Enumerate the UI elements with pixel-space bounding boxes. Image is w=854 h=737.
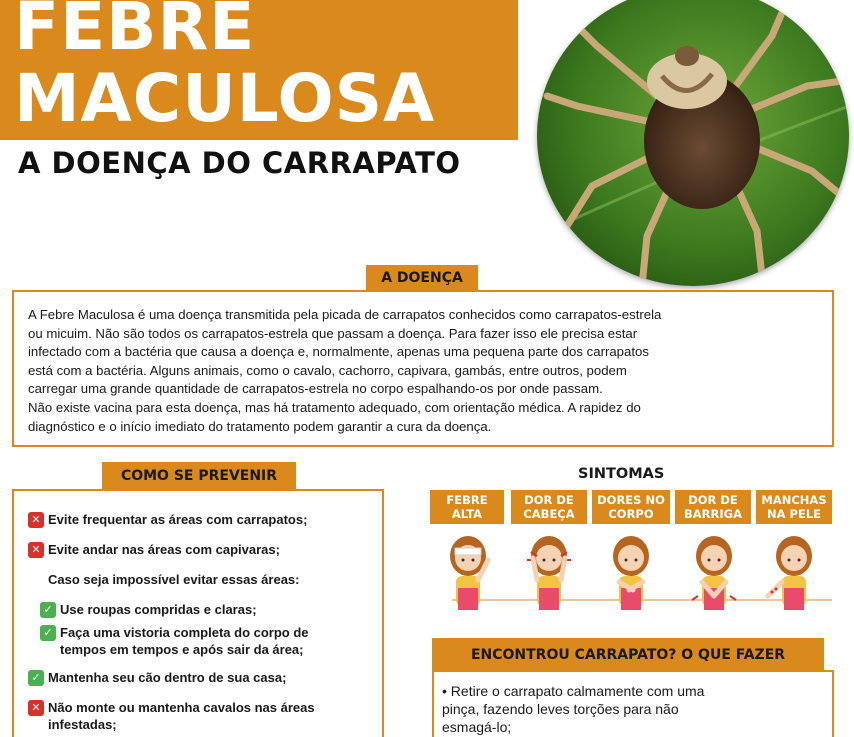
x-icon: ✕ — [28, 542, 44, 558]
doenca-line: A Febre Maculosa é uma doença transmitida pela picada de carrapatos conhecidos como carrapatos-estrela — [28, 307, 662, 322]
sintoma-label — [675, 490, 751, 524]
doenca-line: está com a bactéria. Alguns animais, como o cavalo, cachorro, capivara, gambás, entre outros, podem — [28, 362, 627, 378]
prevenir-item — [28, 511, 307, 528]
prevenir-item — [28, 541, 280, 558]
doenca-line: infectado com a bactéria que causa a doença e, normalmente, apenas uma pequena parte dos carrapatos — [28, 344, 649, 360]
doenca-box — [12, 290, 834, 447]
encontrou-text — [442, 682, 820, 736]
title-line-2: MACULOSA — [14, 60, 436, 137]
sintoma-label-line: MANCHAS — [761, 493, 827, 507]
check-icon: ✓ — [40, 625, 56, 641]
title-band — [0, 0, 518, 140]
girl-headache-illustration — [519, 530, 579, 622]
prevenir-item — [48, 571, 300, 588]
prevenir-item-text: Use roupas compridas e claras; — [60, 602, 257, 617]
check-icon: ✓ — [40, 602, 56, 618]
doenca-line: Não existe vacina para esta doença, mas há tratamento adequado, com orientação médica. A rapidez do — [28, 399, 641, 415]
sintoma-label — [756, 490, 832, 524]
sintoma-label-line: DOR DE — [688, 493, 738, 507]
encontrou-label: ENCONTROU CARRAPATO? O QUE FAZER — [432, 638, 824, 672]
sintoma-label — [430, 490, 504, 524]
sintoma-label-line: FEBRE — [446, 493, 488, 507]
sintoma-label — [592, 490, 670, 524]
prevenir-item — [28, 699, 315, 716]
sintomas-title: SINTOMAS — [578, 466, 665, 482]
encontrou-box — [432, 670, 834, 737]
encontrou-line: • Retire o carrapato calmamente com uma — [442, 683, 705, 699]
tick-photo — [537, 0, 849, 286]
prevenir-item — [60, 641, 303, 658]
subtitle: A DOENÇA DO CARRAPATO — [18, 146, 461, 180]
sintoma-label-line: BARRIGA — [684, 507, 742, 521]
prevenir-item — [40, 624, 309, 641]
sintoma-label-line: CABEÇA — [523, 507, 575, 521]
girl-skin-spots-illustration — [764, 530, 824, 622]
doenca-text — [28, 306, 820, 436]
sintoma-label-line: DORES NO — [597, 493, 665, 507]
prevenir-item-text: tempos em tempos e após sair da área; — [60, 642, 304, 657]
prevenir-box — [12, 489, 384, 737]
check-icon: ✓ — [28, 670, 44, 686]
prevenir-item-text: Mantenha seu cão dentro de sua casa; — [48, 670, 287, 685]
doenca-line: carregar uma grande quantidade de carrapatos-estrela no corpo espalhando-os por onde passam. — [28, 381, 603, 397]
girl-fever-illustration — [438, 530, 498, 622]
sintoma-label-line: DOR DE — [524, 493, 574, 507]
prevenir-item — [40, 601, 257, 618]
sintoma-label-line: NA PELE — [767, 507, 821, 521]
encontrou-line: pinça, fazendo leves torções para não — [442, 701, 679, 717]
doenca-label: A DOENÇA — [366, 265, 478, 291]
prevenir-item-text: Faça uma vistoria completa do corpo de — [60, 625, 309, 640]
girl-body-pain-illustration — [601, 530, 661, 622]
encontrou-line: esmagá-lo; — [442, 719, 512, 735]
prevenir-item — [48, 716, 117, 733]
girl-stomachache-illustration — [684, 530, 744, 622]
prevenir-label: COMO SE PREVENIR — [102, 462, 296, 490]
prevenir-item-text: Não monte ou mantenha cavalos nas áreas — [48, 700, 315, 715]
doenca-line: ou micuim. Não são todos os carrapatos-estrela que passam a doença. Para fazer isso ele precisa estar — [28, 325, 638, 341]
prevenir-item-text: Evite andar nas áreas com capivaras; — [48, 542, 280, 557]
title-line-1: FEBRE — [14, 0, 256, 65]
x-icon: ✕ — [28, 512, 44, 528]
sintoma-label — [511, 490, 587, 524]
prevenir-item-text: infestadas; — [48, 717, 117, 732]
sintoma-label-line: ALTA — [451, 507, 483, 521]
prevenir-item-text: Evite frequentar as áreas com carrapatos; — [48, 512, 308, 527]
prevenir-item — [28, 669, 286, 686]
doenca-line: diagnóstico e o início imediato do tratamento podem garantir a cura da doença. — [28, 418, 492, 434]
x-icon: ✕ — [28, 700, 44, 716]
sintoma-label-line: CORPO — [608, 507, 654, 521]
prevenir-item-text: Caso seja impossível evitar essas áreas: — [48, 572, 300, 587]
